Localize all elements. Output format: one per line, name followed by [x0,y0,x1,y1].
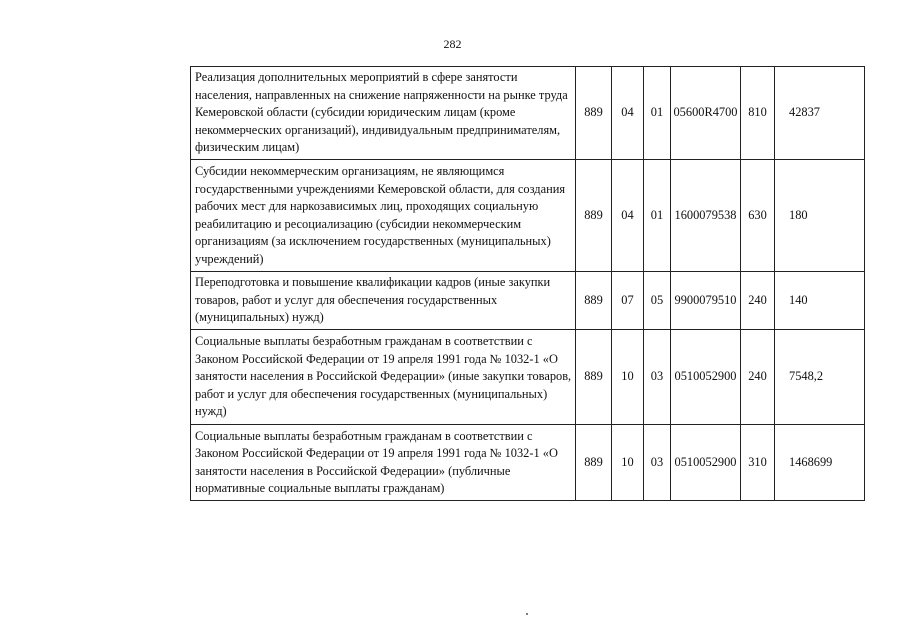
target-item-code: 1600079538 [671,160,741,272]
target-item-code: 0510052900 [671,425,741,501]
ministry-code: 889 [576,330,612,425]
subsection-code: 01 [644,67,671,160]
table-row [191,272,865,330]
row-description: Социальные выплаты безработным гражданам в соответствии с Законом Российской Федерации от 19 апреля 1991 года № 1032-1 «О занятости населения в Российской Федерации» (иные закупки товаров, работ и услуг для обеспечения государственных (муниципальных) нужд) [191,330,576,425]
section-code: 04 [612,160,644,272]
target-item-code: 9900079510 [671,272,741,330]
target-item-code: 05600R4700 [671,67,741,160]
table-row [191,160,865,272]
ministry-code: 889 [576,272,612,330]
amount-value: 7548,2 [775,330,865,425]
row-description: Реализация дополнительных мероприятий в сфере занятости населения, направленных на снижение напряженности на рынке труда Кемеровской области (субсидии юридическим лицам (кроме некоммерческих организаций), индивидуальным предпринимателям, физическим лицам) [191,67,576,160]
row-description: Переподготовка и повышение квалификации кадров (иные закупки товаров, работ и услуг для обеспечения государственных (муниципальных) нужд) [191,272,576,330]
table-row [191,330,865,425]
subsection-code: 05 [644,272,671,330]
budget-allocation-table [190,66,865,501]
page-number: 282 [443,37,462,51]
amount-value: 42837 [775,67,865,160]
subsection-code: 03 [644,425,671,501]
section-code: 10 [612,330,644,425]
expense-type-code: 630 [741,160,775,272]
row-description: Субсидии некоммерческим организациям, не являющимся государственными учреждениями Кемеровской области, для создания рабочих мест для наркозависимых лиц, проходящих социальную реабилитацию и ресоциализацию (субсидии некоммерческим организациям (за исключением государственных (муниципальных) учреждений) [191,160,576,272]
ministry-code: 889 [576,67,612,160]
expense-type-code: 310 [741,425,775,501]
table-row [191,67,865,160]
section-code: 04 [612,67,644,160]
expense-type-code: 810 [741,67,775,160]
ministry-code: 889 [576,160,612,272]
expense-type-code: 240 [741,272,775,330]
amount-value: 180 [775,160,865,272]
scan-speck [526,613,528,615]
subsection-code: 01 [644,160,671,272]
section-code: 10 [612,425,644,501]
amount-value: 140 [775,272,865,330]
expense-type-code: 240 [741,330,775,425]
ministry-code: 889 [576,425,612,501]
table-row [191,425,865,501]
row-description: Социальные выплаты безработным гражданам в соответствии с Законом Российской Федерации от 19 апреля 1991 года № 1032-1 «О занятости населения в Российской Федерации» (публичные нормативные социальные выплаты гражданам) [191,425,576,501]
target-item-code: 0510052900 [671,330,741,425]
section-code: 07 [612,272,644,330]
amount-value: 1468699 [775,425,865,501]
subsection-code: 03 [644,330,671,425]
